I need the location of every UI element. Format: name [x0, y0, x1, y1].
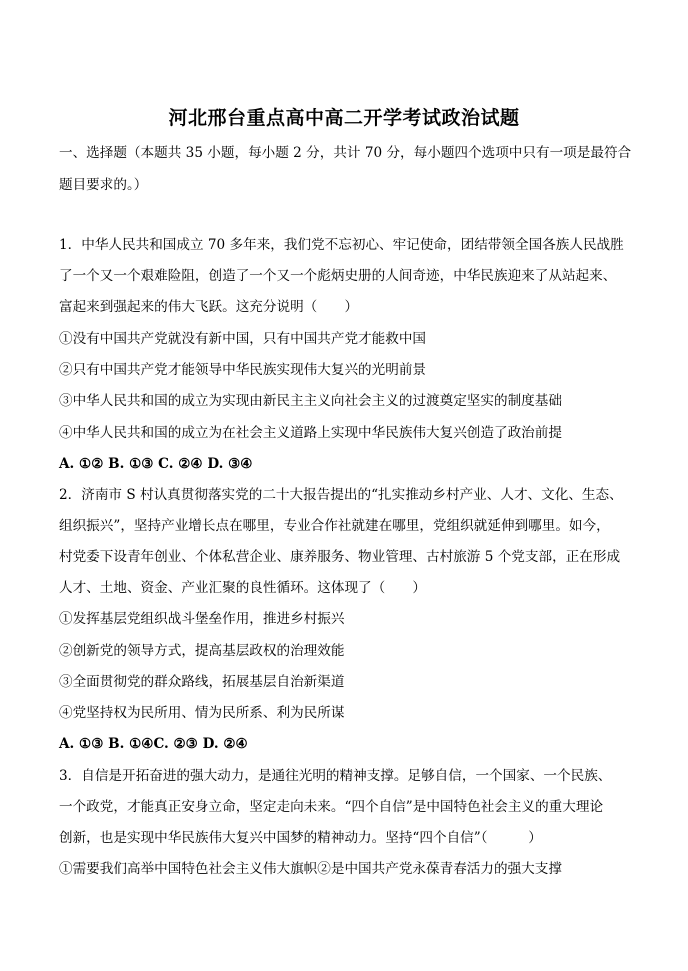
question-stem-line: 创新，也是实现中华民族伟大复兴中国梦的精神动力。坚持“四个自信”（ ）	[59, 830, 542, 846]
option-line: ④中华人民共和国的成立为在社会主义道路上实现中华民族伟大复兴创造了政治前提	[59, 425, 562, 441]
option-line: ②只有中国共产党才能领导中华民族实现伟大复兴的光明前景	[59, 362, 427, 378]
question-stem-line: 了一个又一个艰难险阻，创造了一个又一个彪炳史册的人间奇迹，中华民族迎来了从站起来、	[59, 268, 617, 284]
question-stem-line: 组织振兴”，坚持产业增长点在哪里，专业合作社就建在哪里，党组织就延伸到哪里。如今，	[59, 518, 610, 534]
answer-choices: A. ①② B. ①③ C. ②④ D. ③④	[59, 456, 253, 472]
answer-choices: A. ①③ B. ①④C. ②③ D. ②④	[59, 736, 248, 752]
option-line: ③中华人民共和国的成立为实现由新民主主义向社会主义的过渡奠定坚实的制度基础	[59, 393, 562, 409]
section-header-line: 题目要求的。）	[59, 177, 148, 193]
option-line: ①没有中国共产党就没有新中国，只有中国共产党才能救中国	[59, 331, 427, 347]
question-stem-line: 一个政党，才能真正安身立命，坚定走向未来。“四个自信”是中国特色社会主义的重大理论	[59, 799, 604, 815]
question-stem-line: 3．自信是开拓奋进的强大动力，是通往光明的精神支撑。足够自信，一个国家、一个民族、	[59, 768, 612, 784]
question-stem-line: 人才、土地、资金、产业汇聚的良性循环。这体现了（ ）	[59, 580, 427, 596]
question-stem-line: 富起来到强起来的伟大飞跃。这充分说明（ ）	[59, 299, 359, 315]
question-stem-line: 2．济南市 S 村认真贯彻落实党的二十大报告提出的“扎实推动乡村产业、人才、文化、生态、	[59, 487, 623, 503]
option-line: ①需要我们高举中国特色社会主义伟大旗帜②是中国共产党永葆青春活力的强大支撑	[59, 861, 562, 877]
option-line: ①发挥基层党组织战斗堡垒作用，推进乡村振兴	[59, 611, 345, 627]
option-line: ③全面贯彻党的群众路线，拓展基层自治新渠道	[59, 674, 345, 690]
section-header-line: 一、选择题（本题共 35 小题，每小题 2 分，共计 70 分，每小题四个选项中只有一项是最符合	[59, 145, 632, 161]
question-stem-line: 1．中华人民共和国成立 70 多年来，我们党不忘初心、牢记使命，团结带领全国各族人民战胜	[59, 237, 624, 253]
page-title: 河北邢台重点高中高二开学考试政治试题	[168, 107, 520, 129]
question-stem-line: 村党委下设青年创业、个体私营企业、康养服务、物业管理、古村旅游 5 个党支部，正在形成	[59, 549, 621, 565]
option-line: ④党坚持权为民所用、情为民所系、利为民所谋	[59, 705, 345, 721]
option-line: ②创新党的领导方式，提高基层政权的治理效能	[59, 643, 345, 659]
